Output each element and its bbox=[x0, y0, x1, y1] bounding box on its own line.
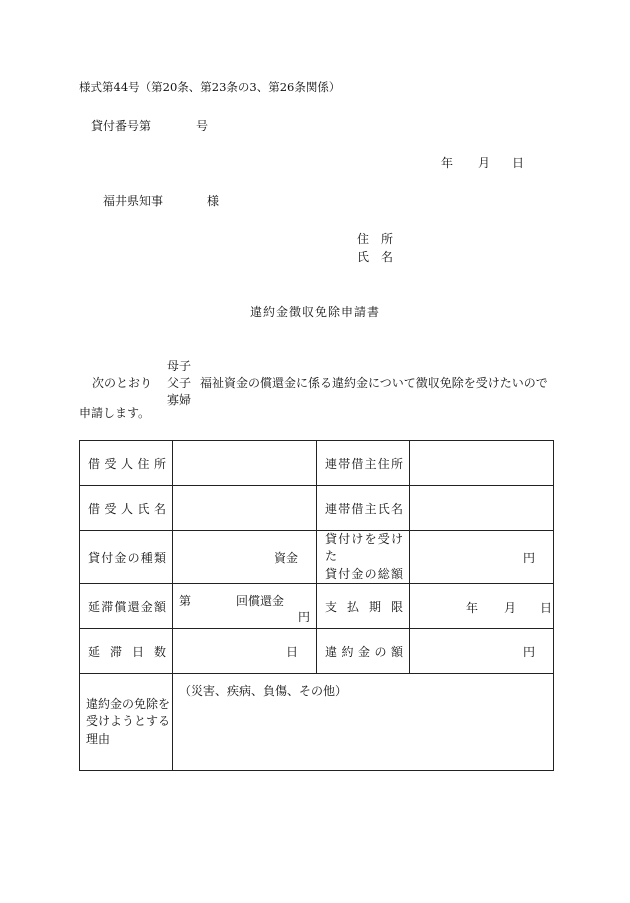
reason-label-line2: 受けようとする bbox=[86, 714, 171, 729]
guarantor-address-field[interactable] bbox=[410, 441, 554, 486]
table-row bbox=[80, 486, 554, 531]
document-title: 違約金徴収免除申請書 bbox=[249, 305, 380, 319]
applicant-name-label: 氏 名 bbox=[357, 250, 394, 264]
borrower-name-label: 借受人氏名 bbox=[88, 501, 166, 516]
table-row bbox=[80, 441, 554, 486]
penalty-amount-field[interactable] bbox=[410, 629, 554, 674]
overdue-days-label-cell bbox=[80, 629, 173, 674]
borrower-address-label: 借受人住所 bbox=[88, 456, 166, 471]
loan-type-label-cell bbox=[80, 531, 173, 584]
date-year-label: 年 bbox=[441, 156, 454, 170]
deadline-day: 日 bbox=[540, 601, 553, 616]
application-table bbox=[79, 440, 554, 771]
loan-number-label: 貸付番号第 bbox=[91, 119, 152, 133]
borrower-name-field[interactable] bbox=[173, 486, 317, 531]
reason-label bbox=[80, 674, 173, 771]
reason-field[interactable] bbox=[173, 674, 554, 771]
applicant-address-label: 住 所 bbox=[357, 232, 394, 246]
total-loan-label-line1: 貸付けを受けた bbox=[325, 532, 403, 564]
payment-deadline-field[interactable] bbox=[410, 584, 554, 629]
reason-label-line1: 違約金の免除を bbox=[86, 697, 171, 712]
yen-unit: 円 bbox=[522, 644, 535, 659]
installment-prefix: 第 bbox=[179, 594, 192, 609]
guarantor-address-label-cell bbox=[317, 441, 410, 486]
form-number: 様式第44号（第20条、第23条の3、第26条関係） bbox=[79, 80, 341, 94]
table-row bbox=[80, 674, 554, 771]
overdue-amount-label: 延滞償還金額 bbox=[88, 599, 166, 614]
loan-type-suffix: 資金 bbox=[273, 550, 298, 565]
total-loan-label-line2: 貸付金の総額 bbox=[325, 566, 403, 581]
overdue-days-field[interactable] bbox=[173, 629, 317, 674]
yen-unit: 円 bbox=[297, 610, 310, 625]
penalty-amount-label: 違約金の額 bbox=[325, 644, 403, 659]
reason-label-line3: 理由 bbox=[86, 731, 111, 746]
date-month-label: 月 bbox=[478, 156, 491, 170]
installment-suffix: 回償還金 bbox=[236, 594, 285, 609]
days-unit: 日 bbox=[285, 644, 298, 659]
reason-hint: （災害、疾病、負傷、その他） bbox=[179, 684, 348, 699]
total-loan-field[interactable] bbox=[410, 531, 554, 584]
borrower-name-label-cell bbox=[80, 486, 173, 531]
fund-type-boshi: 母子 bbox=[167, 359, 192, 373]
loan-type-field[interactable] bbox=[173, 531, 317, 584]
overdue-amount-field[interactable] bbox=[173, 584, 317, 629]
body-main-text: 福祉資金の償還金に係る違約金について徴収免除を受けたいので bbox=[200, 376, 548, 390]
body-prefix: 次のとおり bbox=[92, 376, 153, 390]
loan-type-label: 貸付金の種類 bbox=[88, 550, 166, 565]
guarantor-address-label: 連帯借主住所 bbox=[325, 456, 403, 471]
total-loan-label bbox=[317, 531, 410, 584]
honorific: 様 bbox=[207, 194, 220, 208]
payment-deadline-label: 支払期限 bbox=[325, 599, 403, 614]
guarantor-name-label-cell bbox=[317, 486, 410, 531]
table-row bbox=[80, 629, 554, 674]
loan-number-suffix: 号 bbox=[196, 119, 209, 133]
yen-unit: 円 bbox=[522, 550, 535, 565]
body-ending: 申請します。 bbox=[79, 406, 151, 420]
overdue-amount-label-cell bbox=[80, 584, 173, 629]
date-day-label: 日 bbox=[512, 156, 525, 170]
fund-type-kafu: 寡婦 bbox=[167, 393, 192, 407]
fund-type-fushi: 父子 bbox=[167, 376, 192, 390]
borrower-address-field[interactable] bbox=[173, 441, 317, 486]
deadline-year: 年 bbox=[466, 601, 479, 616]
penalty-amount-label-cell bbox=[317, 629, 410, 674]
deadline-month: 月 bbox=[504, 601, 517, 616]
payment-deadline-label-cell bbox=[317, 584, 410, 629]
overdue-days-label: 延滞日数 bbox=[88, 644, 166, 659]
borrower-address-label-cell bbox=[80, 441, 173, 486]
table-row bbox=[80, 584, 554, 629]
guarantor-name-label: 連帯借主氏名 bbox=[325, 501, 403, 516]
guarantor-name-field[interactable] bbox=[410, 486, 554, 531]
table-row bbox=[80, 531, 554, 584]
addressee: 福井県知事 bbox=[103, 194, 164, 208]
